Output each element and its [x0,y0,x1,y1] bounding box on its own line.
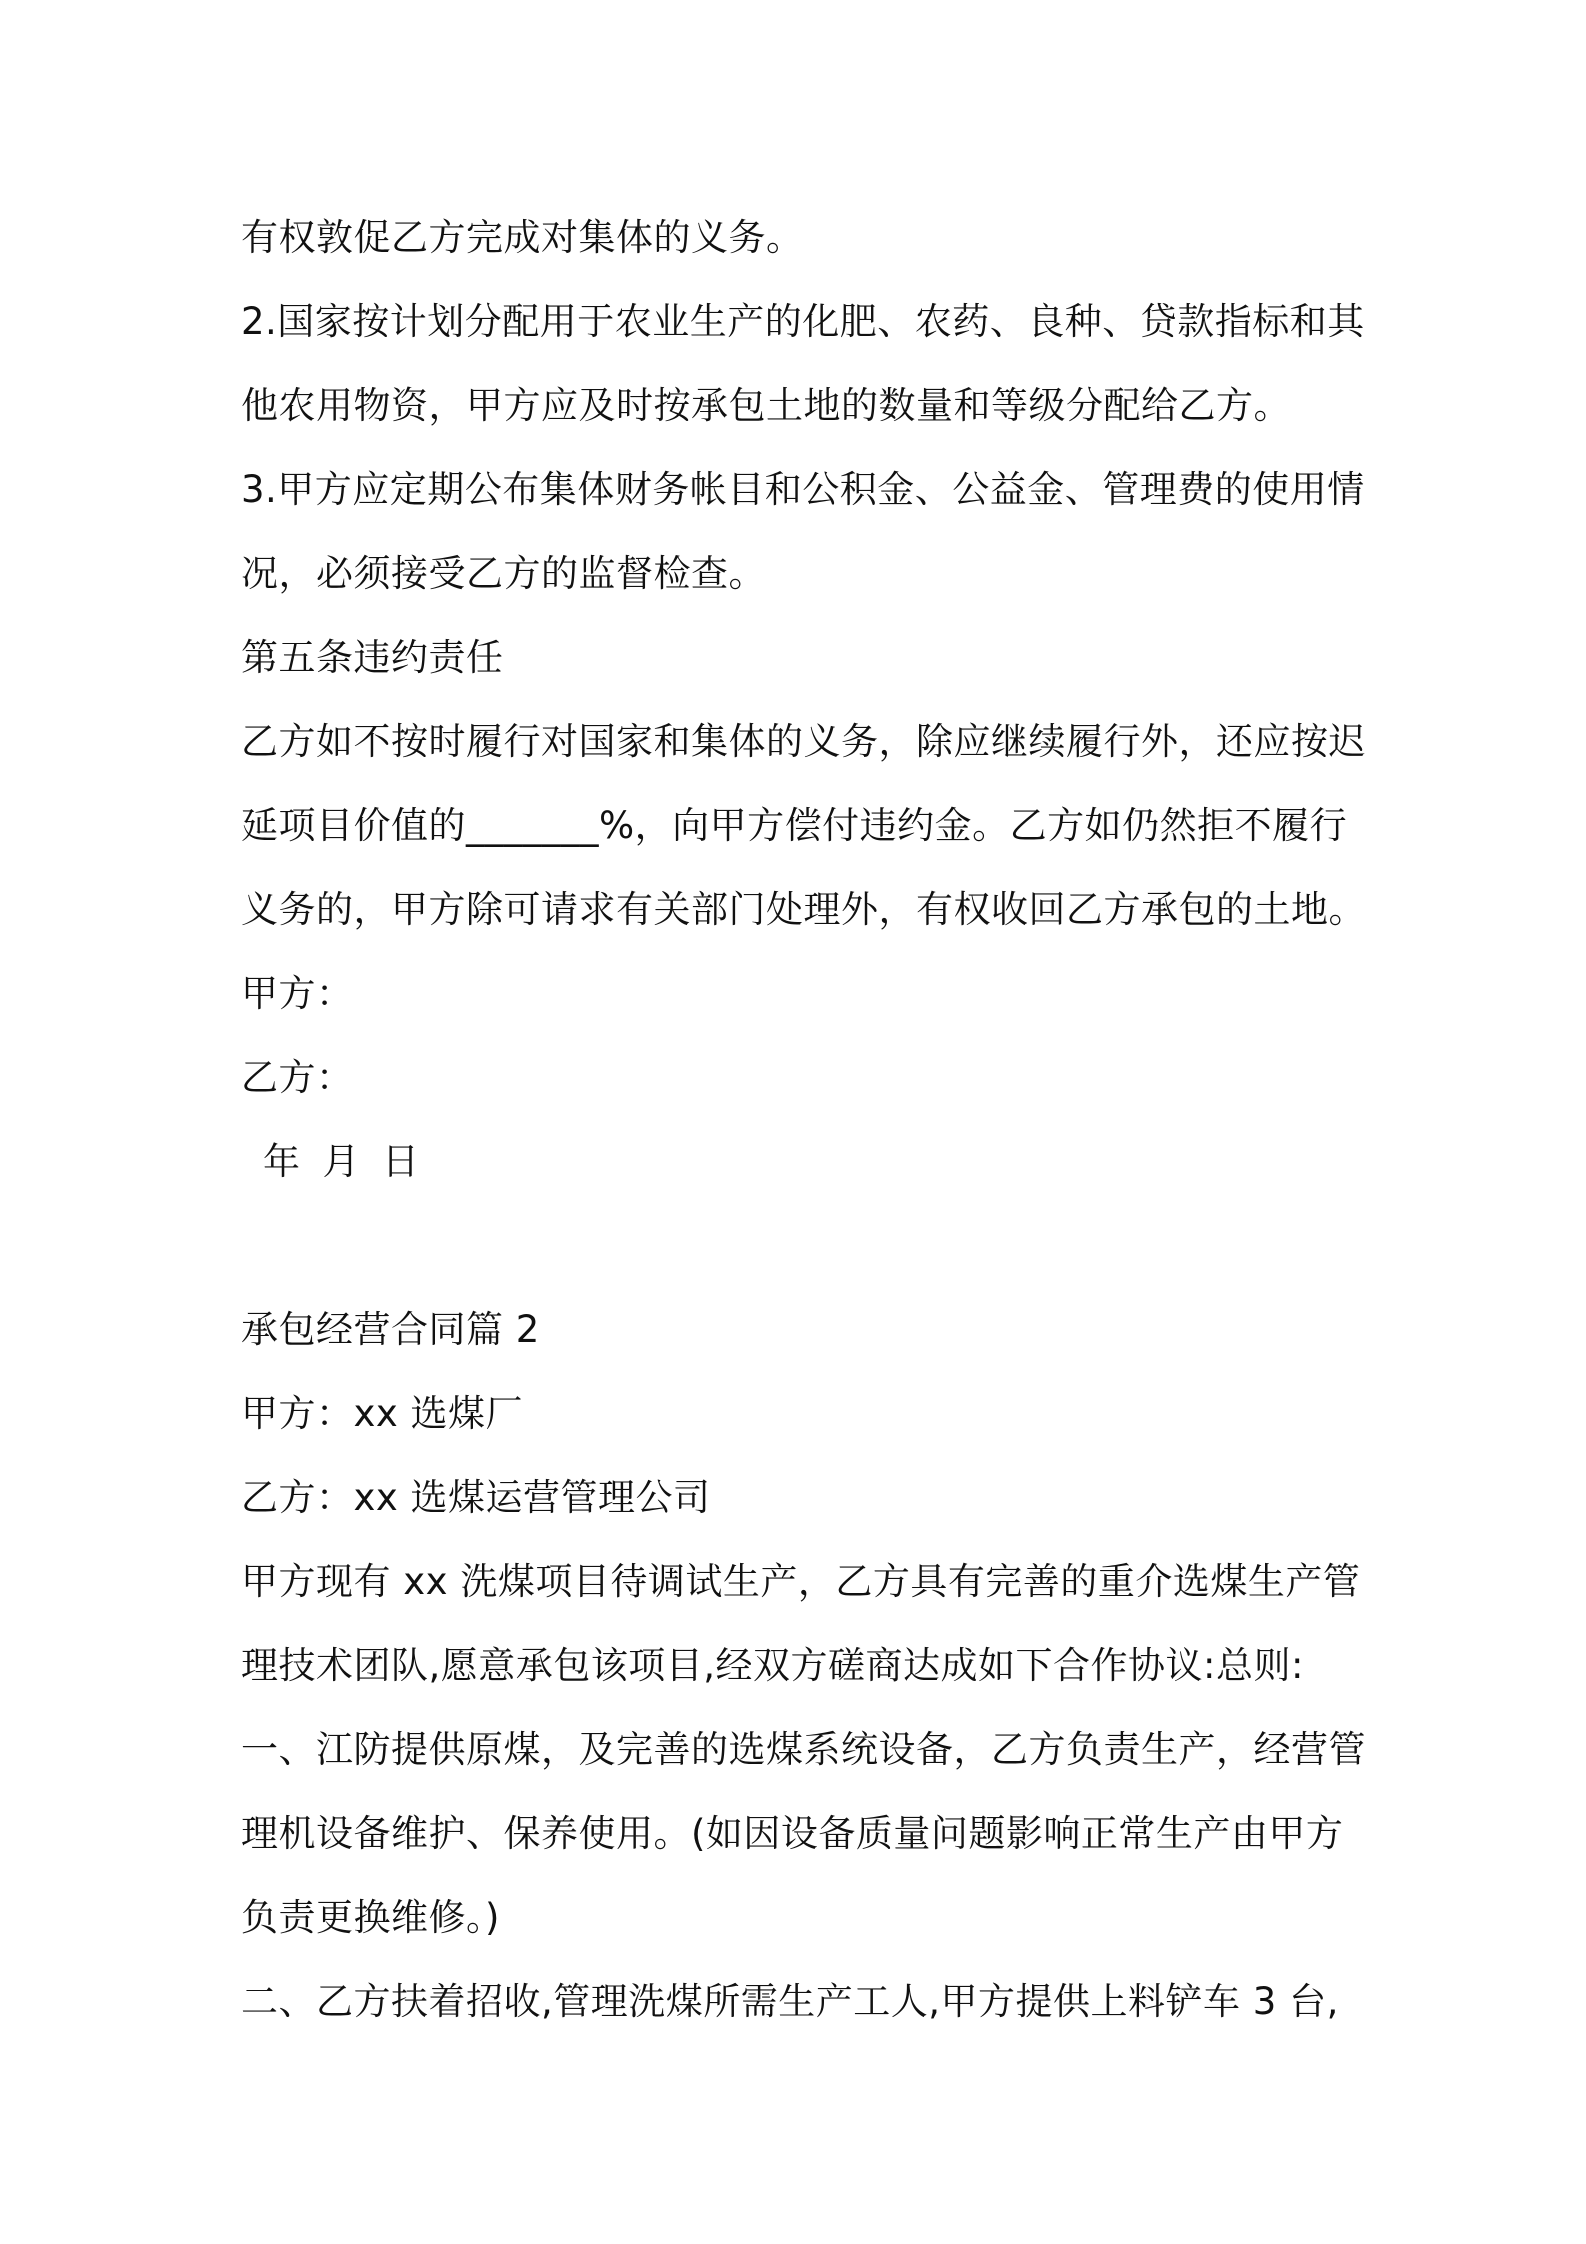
paragraph-line: 况，必须接受乙方的监督检查。 [241,552,766,595]
paragraph-line: 乙方如不按时履行对国家和集体的义务，除应继续履行外，还应按迟 [241,720,1366,763]
contract-title: 承包经营合同篇 2 [241,1308,540,1351]
paragraph-line: 义务的，甲方除可请求有关部门处理外，有权收回乙方承包的土地。 [241,888,1366,931]
signature-date [241,1120,1361,1204]
contract-party-b: 乙方：xx 选煤运营管理公司 [241,1476,711,1519]
paragraph-line: 负责更换维修。) [241,1896,500,1939]
paragraph-line: 理机设备维护、保养使用。(如因设备质量问题影响正常生产由甲方 [241,1812,1344,1855]
signature-party-b: 乙方： [241,1056,354,1099]
paragraph-line: 他农用物资，甲方应及时按承包土地的数量和等级分配给乙方。 [241,384,1291,427]
document-body [241,196,1366,2044]
date-year: 年 [263,1140,301,1183]
paragraph-line: 二、乙方扶着招收,管理洗煤所需生产工人,甲方提供上料铲车 3 台, [241,1980,1339,2023]
article-heading: 第五条违约责任 [241,636,504,679]
signature-party-a: 甲方： [241,972,354,1015]
paragraph-line: 甲方现有 xx 洗煤项目待调试生产，乙方具有完善的重介选煤生产管 [241,1560,1361,1603]
paragraph-line: 延项目价值的_______%，向甲方偿付违约金。乙方如仍然拒不履行 [241,804,1348,847]
section-gap [241,1204,1361,1288]
paragraph-line: 有权敦促乙方完成对集体的义务。 [241,216,804,259]
paragraph-line: 一、江防提供原煤，及完善的选煤系统设备，乙方负责生产，经营管 [241,1728,1366,1771]
paragraph-line: 3.甲方应定期公布集体财务帐目和公积金、公益金、管理费的使用情 [241,468,1365,511]
paragraph-line: 理技术团队,愿意承包该项目,经双方磋商达成如下合作协议:总则: [241,1644,1304,1687]
contract-party-a: 甲方：xx 选煤厂 [241,1392,524,1435]
paragraph-line: 2.国家按计划分配用于农业生产的化肥、农药、良种、贷款指标和其 [241,300,1365,343]
date-month: 月 [322,1140,360,1183]
date-day: 日 [382,1140,420,1183]
